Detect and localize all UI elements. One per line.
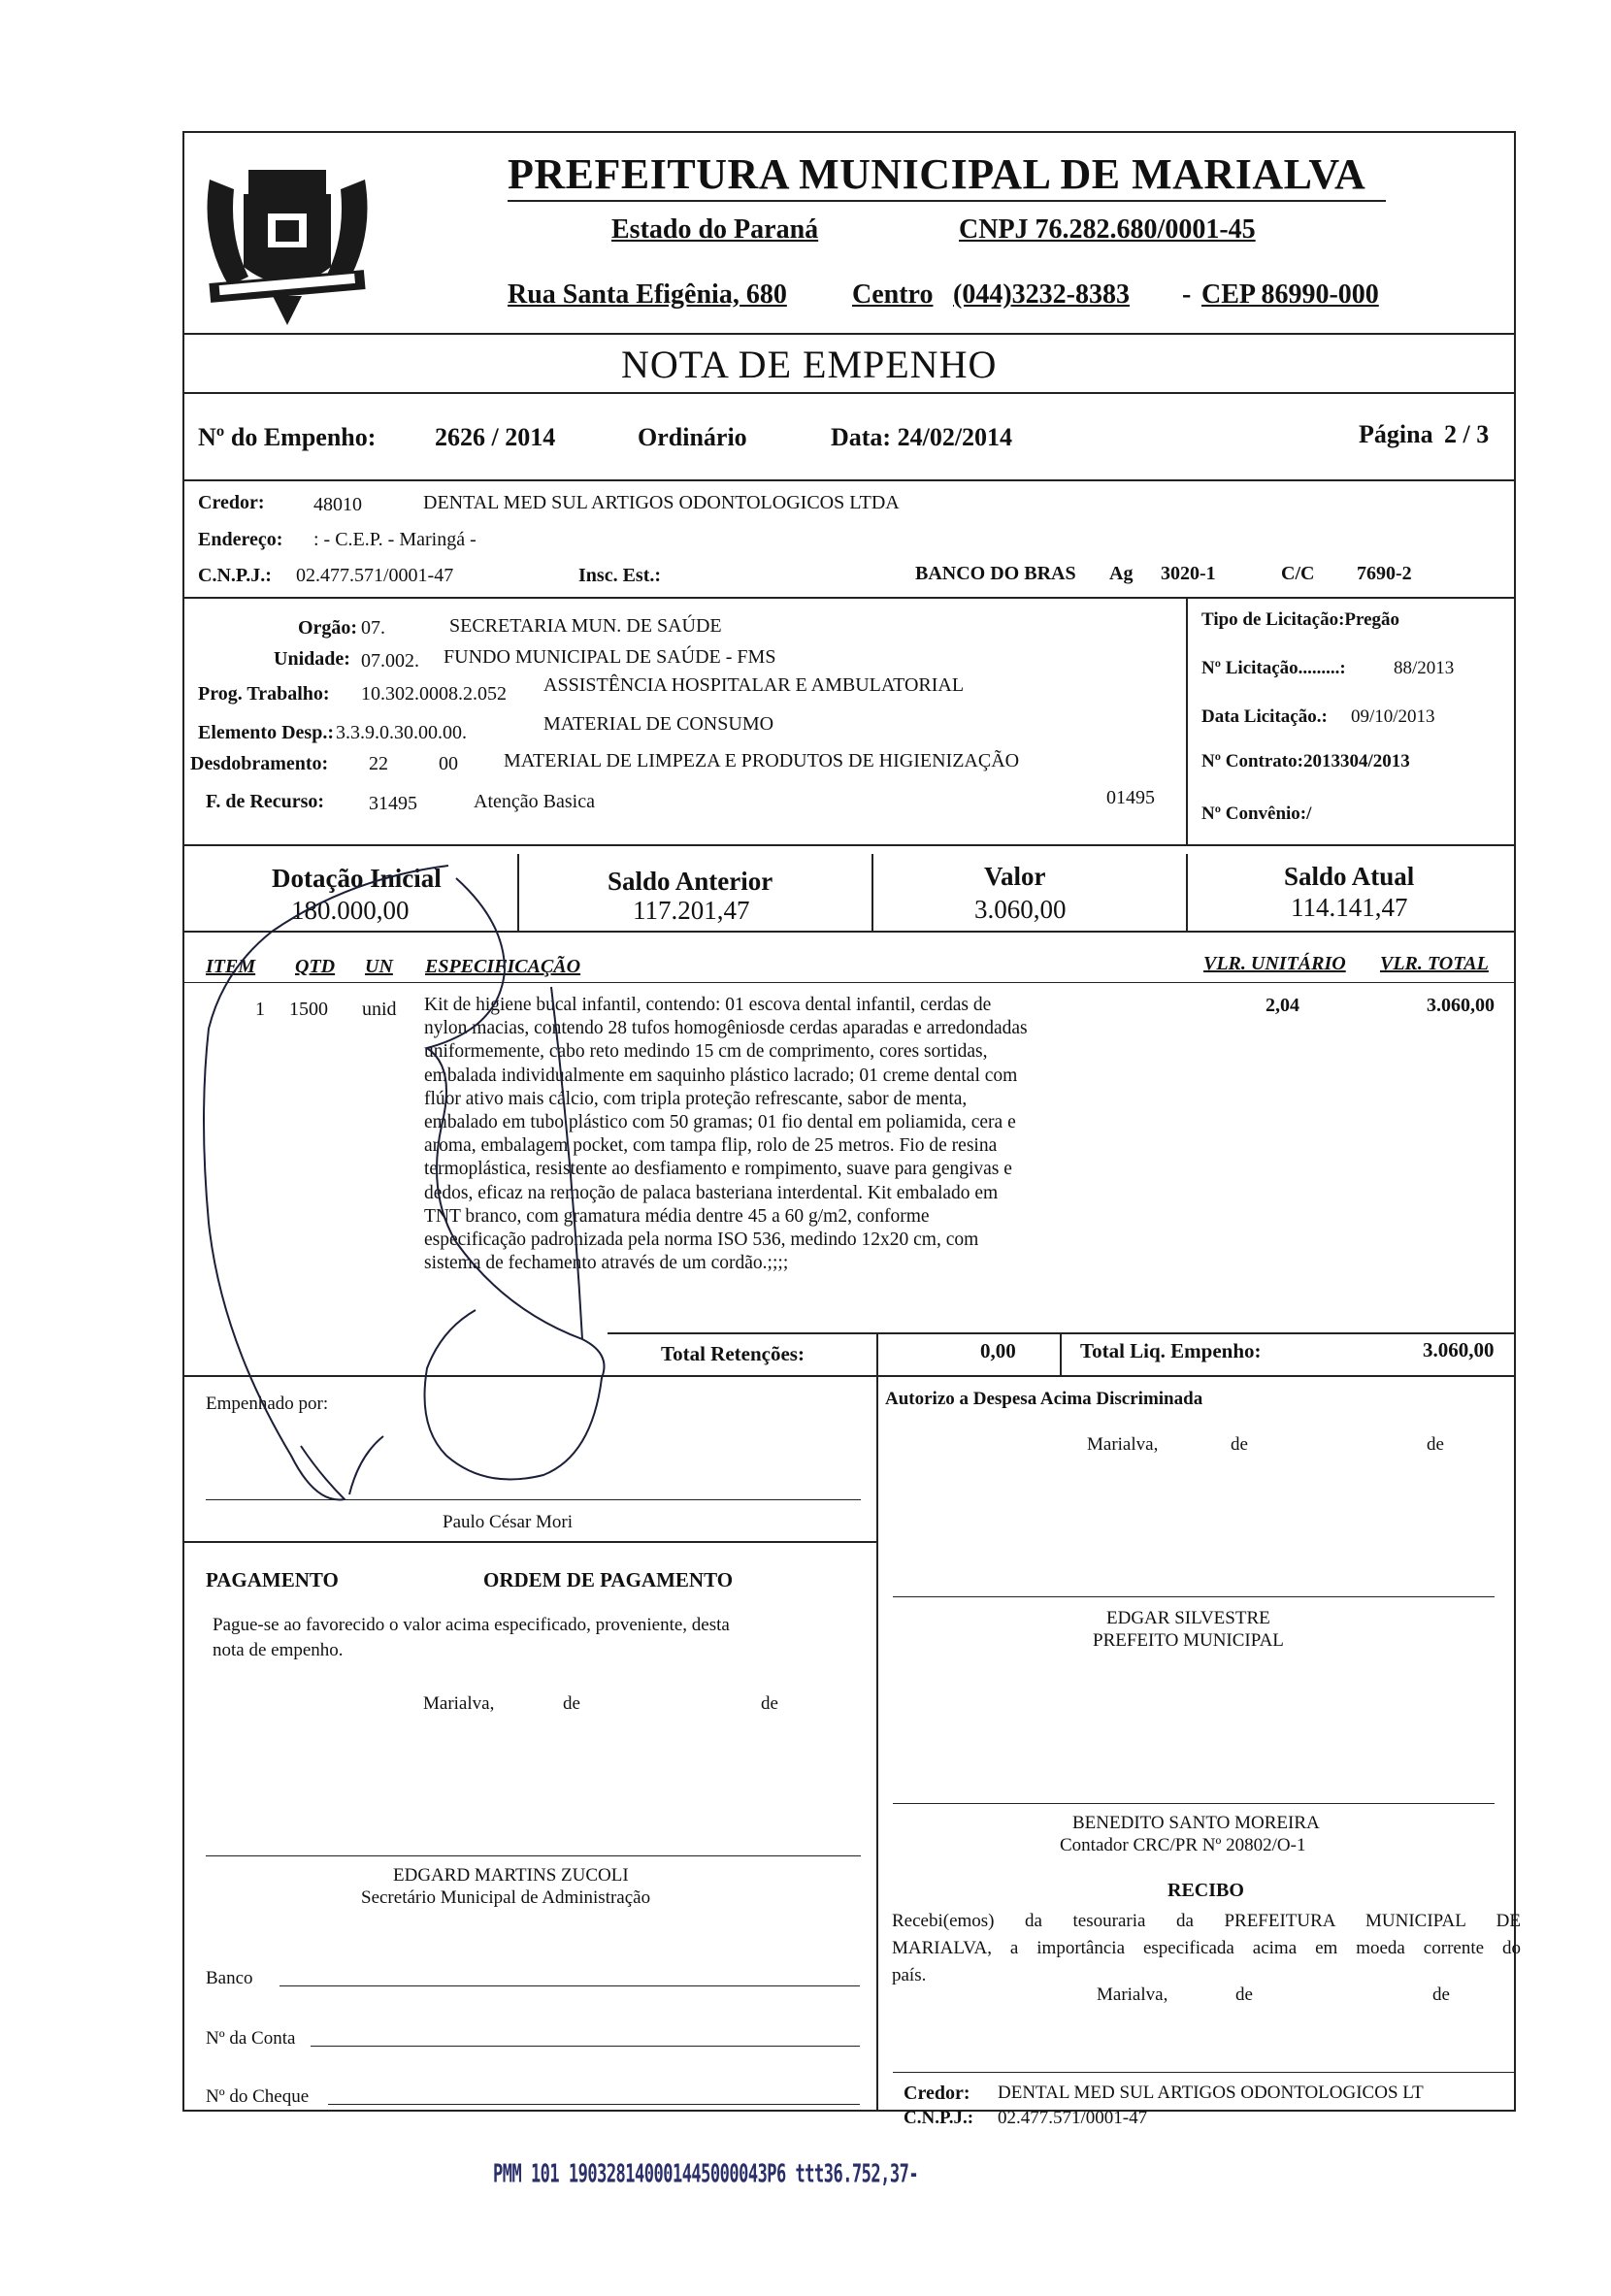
liq-label: Total Liq. Empenho: — [1080, 1339, 1262, 1362]
prog-code: 10.302.0008.2.052 — [361, 683, 507, 705]
bank-name: BANCO DO BRAS — [915, 563, 1076, 584]
street-address: Rua Santa Efigênia, 680 — [508, 279, 787, 310]
licitacao-numero: 88/2013 — [1394, 658, 1455, 678]
spec-line: especificação padronizada pela norma ISO 536, medindo 12x20 cm, com — [424, 1230, 979, 1251]
pagamento-label: PAGAMENTO — [206, 1568, 339, 1591]
elemento-code: 3.3.9.0.30.00.00. — [336, 722, 467, 743]
account-value: 7690-2 — [1357, 563, 1412, 584]
recibo-title: RECIBO — [1167, 1880, 1244, 1901]
contador-title: Contador CRC/PR Nº 20802/O-1 — [1060, 1835, 1306, 1855]
address-label: Endereço: — [198, 529, 283, 550]
dash-sep: - — [1182, 279, 1192, 310]
convenio: Nº Convênio:/ — [1201, 804, 1312, 824]
phone: (044)3232-8383 — [953, 279, 1130, 310]
liq-value: 3.060,00 — [1423, 1338, 1495, 1361]
desdobramento-sub: 00 — [439, 753, 458, 774]
empenho-date: Data: 24/02/2014 — [831, 423, 1013, 451]
dotacao-value: 180.000,00 — [291, 896, 410, 925]
spec-line: termoplástica, resistente ao desfiamento e rompimento, suave para gengivas e — [424, 1159, 1012, 1180]
spec-line: dedos, eficaz na remoção de palaca basteriana interdental. Kit embalado em — [424, 1182, 999, 1203]
recurso-code: 31495 — [369, 793, 417, 814]
spec-line: embalada individualmente em saquinho plástico lacrado; 01 creme dental com — [424, 1065, 1018, 1086]
pagamento-de-1: de — [563, 1693, 580, 1714]
district: Centro — [852, 279, 934, 310]
agency-label: Ag — [1109, 563, 1134, 584]
orgao-name: SECRETARIA MUN. DE SAÚDE — [449, 615, 722, 637]
unidade-label: Unidade: — [274, 648, 350, 670]
spec-line: embalado em tubo plástico com 50 gramas; 01 fio dental em poliamida, cera e — [424, 1112, 1016, 1133]
contador-name: BENEDITO SANTO MOREIRA — [1072, 1813, 1320, 1833]
saldo-atual-label: Saldo Atual — [1284, 862, 1415, 891]
empenhado-name: Paulo César Mori — [443, 1512, 574, 1532]
empenho-number-label: Nº do Empenho: — [198, 423, 377, 451]
col-unit-price: VLR. UNITÁRIO — [1203, 953, 1346, 974]
page-number: 2 / 3 — [1444, 420, 1490, 448]
conta-label: Nº da Conta — [206, 2028, 296, 2049]
recurso-extra: 01495 — [1106, 787, 1155, 808]
spec-line: uniformemente, cabo reto medindo 15 cm de comprimento, cores sortidas, — [424, 1041, 988, 1063]
contrato: Nº Contrato:2013304/2013 — [1201, 751, 1410, 771]
desdobramento-label: Desdobramento: — [190, 753, 329, 774]
pague-line-2: nota de empenho. — [213, 1640, 344, 1660]
account-label: C/C — [1281, 563, 1315, 584]
recibo-line: país. — [892, 1965, 927, 1985]
recibo-city: Marialva, — [1097, 1984, 1168, 2005]
empenhado-label: Empenhado por: — [206, 1394, 329, 1414]
agency-value: 3020-1 — [1161, 563, 1216, 584]
spec-line: sistema de fechamento através de um cordão.;;;; — [424, 1253, 789, 1274]
dotacao-label: Dotação Inicial — [272, 864, 442, 893]
retencoes-value: 0,00 — [980, 1339, 1016, 1362]
autorizo-de-2: de — [1427, 1434, 1444, 1455]
secretario-name: EDGARD MARTINS ZUCOLI — [393, 1865, 629, 1886]
cnpj-header: CNPJ 76.282.680/0001-45 — [959, 214, 1256, 245]
credor-name: DENTAL MED SUL ARTIGOS ODONTOLOGICOS LTDA — [423, 492, 900, 513]
autorizo-text: Autorizo a Despesa Acima Discriminada — [885, 1389, 1203, 1409]
recibo-cnpj: 02.477.571/0001-47 — [998, 2108, 1148, 2128]
cnpj-value: 02.477.571/0001-47 — [296, 565, 454, 586]
orgao-label: Orgão: — [298, 617, 358, 639]
recibo-credor-label: Credor: — [904, 2083, 970, 2104]
elemento-name: MATERIAL DE CONSUMO — [543, 713, 774, 735]
address-value: : - C.E.P. - Maringá - — [313, 529, 477, 550]
desdobramento-name: MATERIAL DE LIMPEZA E PRODUTOS DE HIGIENIZAÇÃO — [504, 750, 1020, 771]
cep-header: CEP 86990-000 — [1201, 279, 1379, 310]
licitacao-data: 09/10/2013 — [1351, 706, 1435, 727]
item-qtd: 1500 — [289, 999, 328, 1020]
col-item: ITEM — [206, 956, 256, 977]
licitacao-tipo: Tipo de Licitação:Pregão — [1201, 609, 1400, 630]
col-qtd: QTD — [295, 956, 336, 977]
prog-name: ASSISTÊNCIA HOSPITALAR E AMBULATORIAL — [543, 674, 965, 696]
recibo-credor-name: DENTAL MED SUL ARTIGOS ODONTOLOGICOS LT — [998, 2083, 1424, 2103]
prog-label: Prog. Trabalho: — [198, 683, 330, 705]
desdobramento-code: 22 — [369, 753, 388, 774]
unidade-name: FUNDO MUNICIPAL DE SAÚDE - FMS — [444, 646, 776, 668]
pagamento-de-2: de — [761, 1693, 778, 1714]
prefeito-title: PREFEITO MUNICIPAL — [1093, 1630, 1284, 1651]
col-total: VLR. TOTAL — [1380, 953, 1489, 974]
cnpj-label: C.N.P.J.: — [198, 565, 272, 586]
mechanical-stamp-code: PMM 101 190328140001445000043P6 ttt36.752,37- — [493, 2160, 919, 2189]
prefeito-name: EDGAR SILVESTRE — [1106, 1608, 1270, 1628]
valor-label: Valor — [984, 862, 1046, 891]
ordem-pagamento-label: ORDEM DE PAGAMENTO — [483, 1568, 734, 1591]
item-unit-price: 2,04 — [1266, 995, 1299, 1016]
orgao-code: 07. — [361, 617, 385, 639]
recibo-cnpj-label: C.N.P.J.: — [904, 2108, 974, 2128]
spec-line: aroma, embalagem pocket, com tampa flip, rolo de 25 metros. Fio de resina — [424, 1135, 998, 1157]
page-label: Página — [1359, 420, 1433, 448]
recibo-line: Recebi(emos) da tesouraria da PREFEITURA MUNICIPAL DE — [892, 1911, 1521, 1931]
pagamento-city: Marialva, — [423, 1693, 495, 1714]
valor-value: 3.060,00 — [974, 895, 1067, 924]
recibo-de-1: de — [1235, 1984, 1253, 2005]
saldo-anterior-value: 117.201,47 — [633, 896, 750, 925]
unidade-code: 07.002. — [361, 650, 419, 672]
autorizo-city: Marialva, — [1087, 1434, 1159, 1455]
saldo-atual-value: 114.141,47 — [1291, 893, 1408, 922]
empenho-type: Ordinário — [638, 423, 747, 451]
spec-line: nylon macias, contendo 28 tufos homogêniosde cerdas aparadas e arredondadas — [424, 1018, 1028, 1039]
spec-line: TNT branco, com gramatura média dentre 45 a 60 g/m2, conforme — [424, 1205, 930, 1227]
spec-line: Kit de higiene bucal infantil, contendo: 01 escova dental infantil, cerdas de — [424, 995, 992, 1015]
item-total: 3.060,00 — [1427, 995, 1495, 1016]
autorizo-de-1: de — [1231, 1434, 1248, 1455]
recibo-line: MARIALVA, a importância especificada acima em moeda corrente do — [892, 1938, 1521, 1958]
cheque-label: Nº do Cheque — [206, 2086, 310, 2107]
saldo-anterior-label: Saldo Anterior — [608, 867, 773, 896]
licitacao-data-label: Data Licitação.: — [1201, 706, 1328, 727]
empenho-number: 2626 / 2014 — [435, 423, 556, 451]
licitacao-numero-label: Nº Licitação.........: — [1201, 658, 1346, 678]
page-title: PREFEITURA MUNICIPAL DE MARIALVA — [508, 150, 1366, 198]
item-un: unid — [362, 999, 397, 1020]
secretario-title: Secretário Municipal de Administração — [361, 1887, 651, 1908]
recibo-de-2: de — [1432, 1984, 1450, 2005]
item-number: 1 — [255, 999, 265, 1020]
retencoes-label: Total Retenções: — [661, 1342, 805, 1365]
elemento-label: Elemento Desp.: — [198, 722, 334, 743]
document-title: NOTA DE EMPENHO — [621, 343, 998, 386]
pague-line-1: Pague-se ao favorecido o valor acima especificado, proveniente, desta — [213, 1615, 730, 1635]
col-spec: ESPECIFICAÇÃO — [425, 956, 581, 977]
insc-est-label: Insc. Est.: — [578, 565, 662, 586]
credor-label: Credor: — [198, 492, 265, 513]
credor-code: 48010 — [313, 494, 362, 515]
col-un: UN — [365, 956, 393, 977]
state-name: Estado do Paraná — [611, 214, 819, 245]
recurso-label: F. de Recurso: — [206, 791, 325, 812]
spec-line: flúor ativo mais cálcio, com tripla proteção refrescante, sabor de menta, — [424, 1088, 968, 1109]
banco-label: Banco — [206, 1968, 253, 1988]
recurso-name: Atenção Basica — [474, 791, 595, 812]
